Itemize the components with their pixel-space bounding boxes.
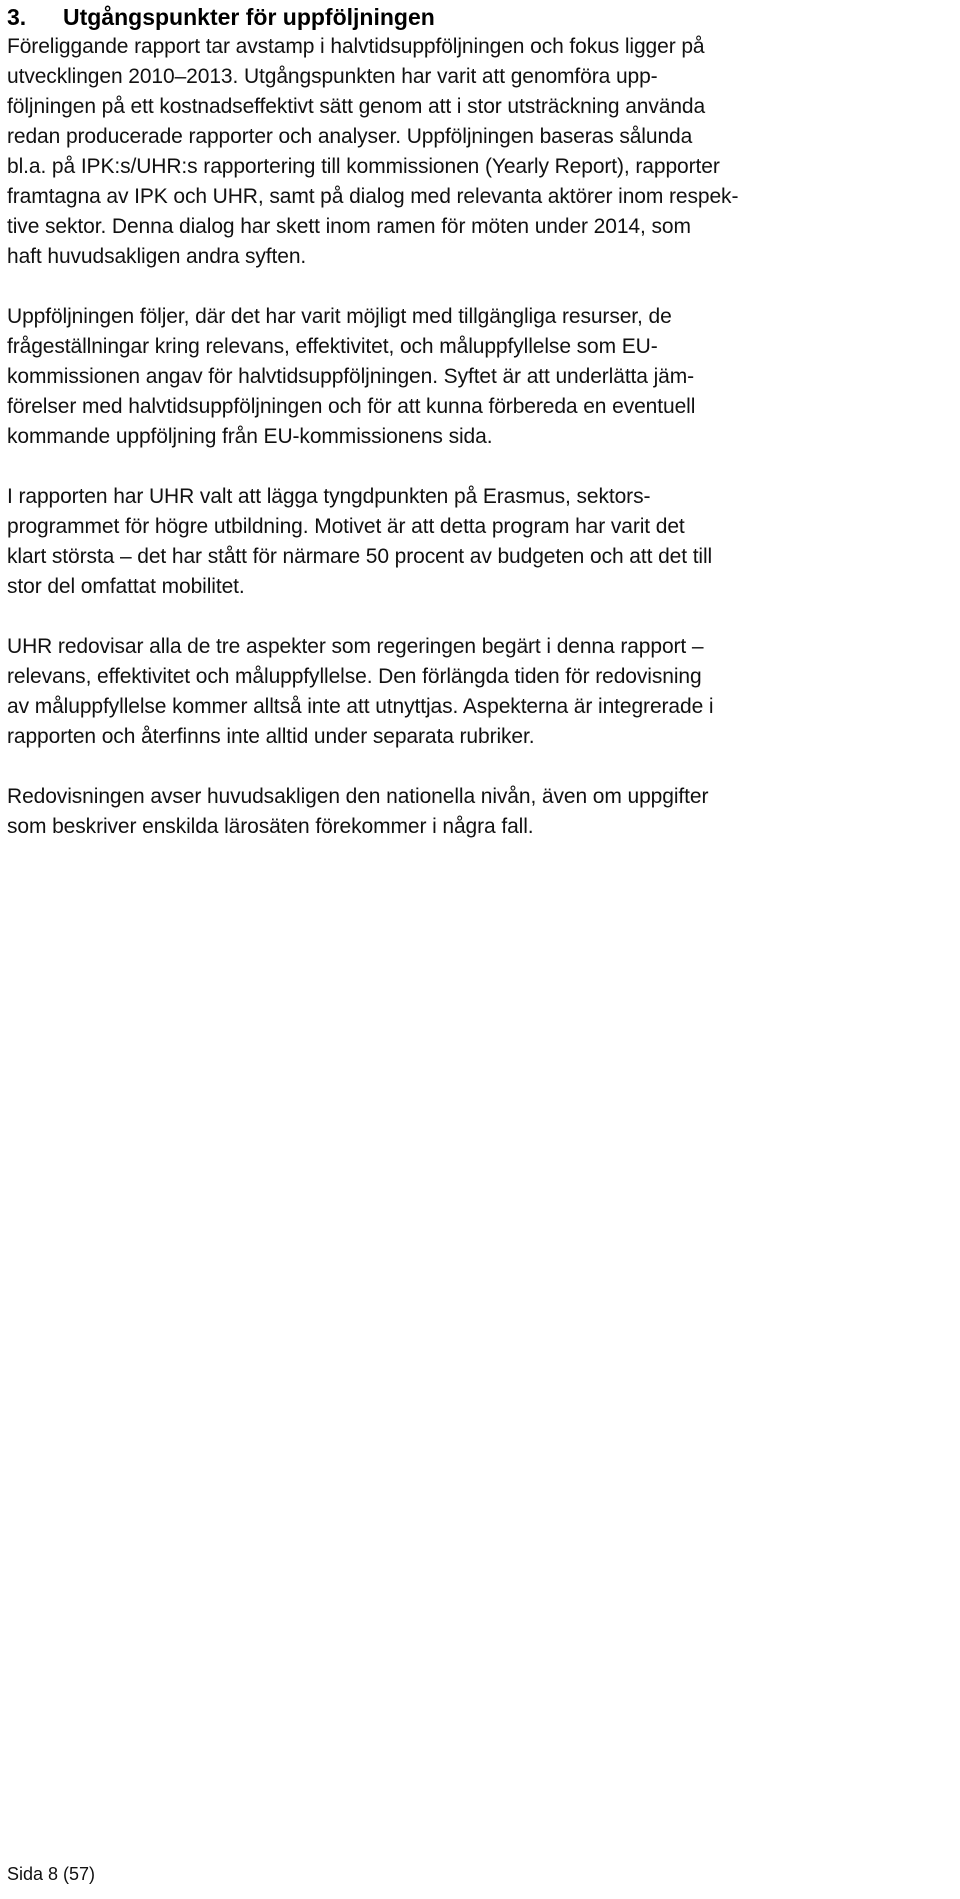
text-line: tive sektor. Denna dialog har skett inom ramen för möten under 2014, som: [7, 215, 691, 238]
text-line: UHR redovisar alla de tre aspekter som regeringen begärt i denna rapport –: [7, 635, 704, 658]
page-content: [7, 0, 952, 842]
text-line: frågeställningar kring relevans, effektivitet, och måluppfyllelse som EU-: [7, 335, 658, 358]
text-line: Redovisningen avser huvudsakligen den nationella nivån, även om uppgifter: [7, 785, 709, 808]
page-number-footer: Sida 8 (57): [7, 1864, 96, 1884]
text-line: av måluppfyllelse kommer alltså inte att utnyttjas. Aspekterna är integrerade i: [7, 695, 714, 718]
paragraph-5: [7, 782, 952, 842]
text-line: följningen på ett kostnadseffektivt sätt genom att i stor utsträckning använda: [7, 95, 706, 118]
section-title: Utgångspunkter för uppföljningen: [63, 4, 435, 30]
text-line: rapporten och återfinns inte alltid under separata rubriker.: [7, 725, 535, 748]
text-line: framtagna av IPK och UHR, samt på dialog med relevanta aktörer inom respek-: [7, 185, 739, 208]
paragraph-2: [7, 302, 952, 452]
paragraph-1: [7, 32, 952, 272]
text-line: Uppföljningen följer, där det har varit möjligt med tillgängliga resurser, de: [7, 305, 672, 328]
paragraph-3: [7, 482, 952, 602]
text-line: klart största – det har stått för närmare 50 procent av budgeten och att det till: [7, 545, 713, 568]
text-line: kommande uppföljning från EU-kommissionens sida.: [7, 425, 493, 448]
section-number: 3.: [7, 4, 27, 30]
text-line: I rapporten har UHR valt att lägga tyngdpunkten på Erasmus, sektors-: [7, 485, 651, 508]
text-line: förelser med halvtidsuppföljningen och för att kunna förbereda en eventuell: [7, 395, 696, 418]
text-line: kommissionen angav för halvtidsuppföljningen. Syftet är att underlätta jäm-: [7, 365, 695, 388]
section-heading: [7, 0, 952, 32]
text-line: stor del omfattat mobilitet.: [7, 575, 245, 598]
text-line: utvecklingen 2010–2013. Utgångspunkten har varit att genomföra upp-: [7, 65, 658, 88]
text-line: programmet för högre utbildning. Motivet är att detta program har varit det: [7, 515, 685, 538]
paragraph-4: [7, 632, 952, 752]
text-line: Föreliggande rapport tar avstamp i halvtidsuppföljningen och fokus ligger på: [7, 35, 705, 58]
text-line: redan producerade rapporter och analyser. Uppföljningen baseras sålunda: [7, 125, 693, 148]
text-line: bl.a. på IPK:s/UHR:s rapportering till kommissionen (Yearly Report), rapporter: [7, 155, 720, 178]
text-line: relevans, effektivitet och måluppfyllelse. Den förlängda tiden för redovisning: [7, 665, 702, 688]
text-line: som beskriver enskilda lärosäten förekommer i några fall.: [7, 815, 534, 838]
text-line: haft huvudsakligen andra syften.: [7, 245, 307, 268]
